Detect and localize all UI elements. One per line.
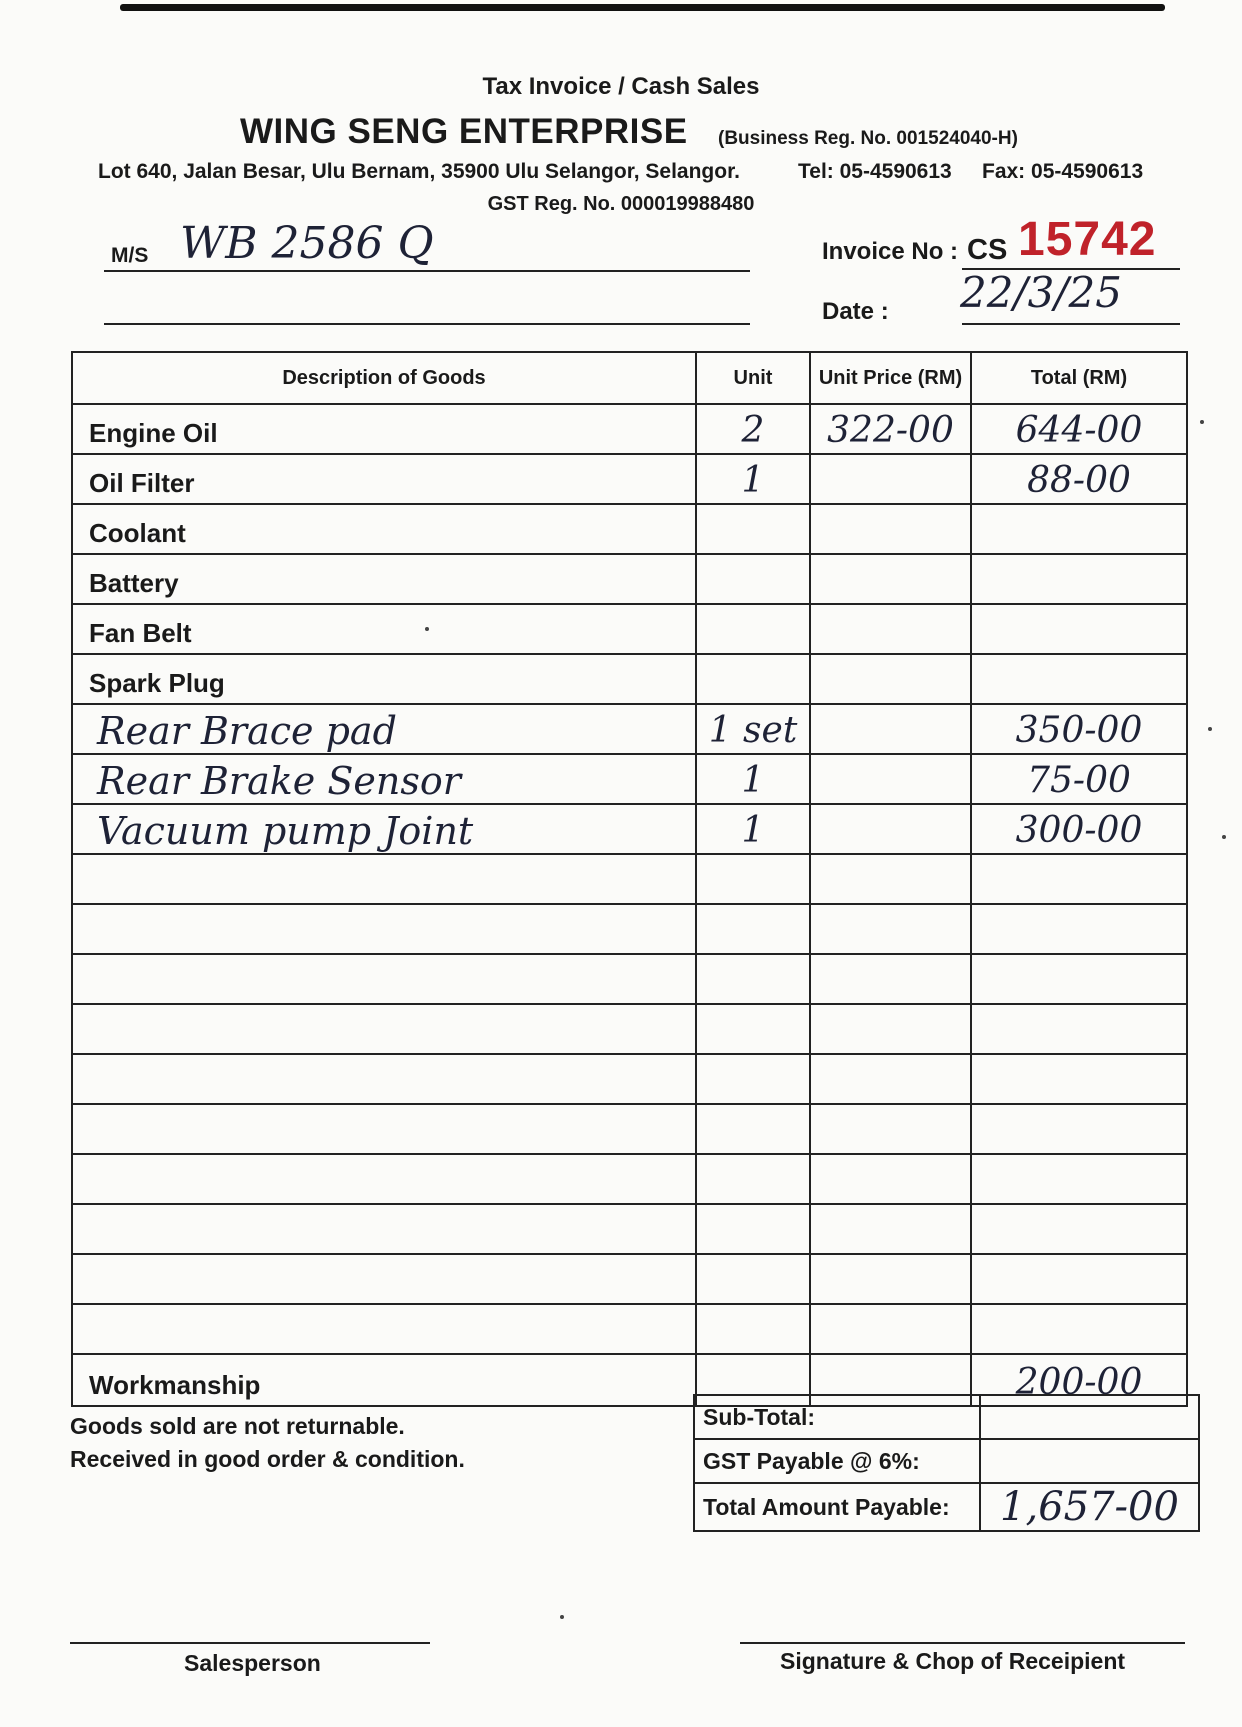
blank-row — [72, 1104, 1187, 1154]
row-total: 88-00 — [1027, 460, 1131, 501]
row-description: Battery — [89, 568, 179, 598]
gst-payable-value — [980, 1439, 1199, 1483]
row-unit: 1 — [741, 810, 765, 851]
gst-payable-label: GST Payable @ 6%: — [694, 1439, 980, 1483]
table-row — [72, 804, 1187, 854]
header-unit-price: Unit Price (RM) — [810, 352, 971, 404]
row-unit: 1 — [741, 760, 765, 801]
row-description: Engine Oil — [89, 418, 218, 448]
table-row — [72, 604, 1187, 654]
row-description: Coolant — [89, 518, 186, 548]
total-payable-value: 1,657-00 — [1000, 1484, 1179, 1530]
workmanship-total: 200-00 — [1015, 1362, 1143, 1403]
terms-returns: Goods sold are not returnable. — [70, 1413, 405, 1439]
row-description: Fan Belt — [89, 618, 192, 648]
paper-speck — [560, 1615, 564, 1619]
row-unit: 1 — [741, 460, 765, 501]
invoice-prefix: CS — [967, 234, 1008, 266]
invoice-no-label: Invoice No : — [822, 238, 959, 265]
blank-row — [72, 1304, 1187, 1354]
gst-row — [694, 1439, 1199, 1483]
row-description: Vacuum pump Joint — [97, 809, 474, 853]
table-row — [72, 454, 1187, 504]
salesperson-signature-line — [70, 1642, 430, 1644]
date-value: 22/3/25 — [960, 268, 1122, 317]
header-description: Description of Goods — [72, 352, 696, 404]
blank-row — [72, 1154, 1187, 1204]
gst-reg: GST Reg. No. 000019988480 — [487, 193, 755, 215]
company-tel: Tel: 05-4590613 — [798, 160, 952, 183]
row-unit-price: 322-00 — [827, 410, 954, 451]
blank-row — [72, 854, 1187, 904]
blank-row — [72, 1054, 1187, 1104]
terms-condition: Received in good order & condition. — [70, 1446, 465, 1472]
workmanship-label: Workmanship — [89, 1370, 261, 1400]
header-unit: Unit — [696, 352, 810, 404]
paper-top-edge — [120, 4, 1165, 11]
total-row — [694, 1483, 1199, 1531]
blank-row — [72, 1254, 1187, 1304]
goods-table-wrap — [71, 351, 1186, 1407]
paper-speck — [1222, 835, 1226, 839]
row-unit: 1 set — [708, 710, 798, 751]
customer-value: WB 2586 Q — [180, 218, 434, 269]
row-description: Oil Filter — [89, 468, 195, 498]
goods-table — [71, 351, 1188, 1407]
blank-row — [72, 1004, 1187, 1054]
company-fax: Fax: 05-4590613 — [982, 160, 1144, 183]
table-row — [72, 404, 1187, 454]
blank-row — [72, 1204, 1187, 1254]
invoice-number: 15742 — [1018, 213, 1157, 266]
table-row — [72, 704, 1187, 754]
paper-speck — [1208, 727, 1212, 731]
row-total: 350-00 — [1015, 710, 1143, 751]
subtotal-value — [980, 1395, 1199, 1439]
total-payable-label: Total Amount Payable: — [694, 1483, 980, 1531]
paper-speck — [425, 627, 429, 631]
subtotal-row — [694, 1395, 1199, 1439]
header-total: Total (RM) — [971, 352, 1187, 404]
table-row — [72, 554, 1187, 604]
business-reg: (Business Reg. No. 001524040-H) — [718, 128, 1018, 149]
date-line — [962, 323, 1180, 325]
row-description: Spark Plug — [89, 668, 225, 698]
subtotal-label: Sub-Total: — [694, 1395, 980, 1439]
date-label: Date : — [822, 298, 889, 325]
table-row — [72, 754, 1187, 804]
blank-row — [72, 954, 1187, 1004]
table-row — [72, 654, 1187, 704]
customer-line-2 — [104, 323, 750, 325]
goods-header-row — [72, 352, 1187, 404]
recipient-signature-line — [740, 1642, 1185, 1644]
company-address: Lot 640, Jalan Besar, Ulu Bernam, 35900 Ulu Selangor, Selangor. — [98, 160, 740, 183]
row-total: 644-00 — [1015, 410, 1143, 451]
row-description: Rear Brace pad — [97, 709, 397, 753]
row-total: 300-00 — [1015, 810, 1143, 851]
company-name: WING SENG ENTERPRISE — [240, 112, 688, 151]
customer-label: M/S — [111, 244, 149, 267]
recipient-label: Signature & Chop of Receipient — [780, 1648, 1126, 1674]
row-description: Rear Brake Sensor — [97, 759, 461, 803]
paper-speck — [1200, 420, 1204, 424]
summary-table — [693, 1394, 1200, 1532]
customer-line-1 — [104, 270, 750, 272]
row-total: 75-00 — [1027, 760, 1131, 801]
doc-title: Tax Invoice / Cash Sales — [482, 73, 760, 100]
salesperson-label: Salesperson — [184, 1650, 321, 1676]
summary-table-wrap — [693, 1394, 1186, 1532]
table-row — [72, 504, 1187, 554]
row-unit: 2 — [741, 410, 765, 451]
blank-row — [72, 904, 1187, 954]
